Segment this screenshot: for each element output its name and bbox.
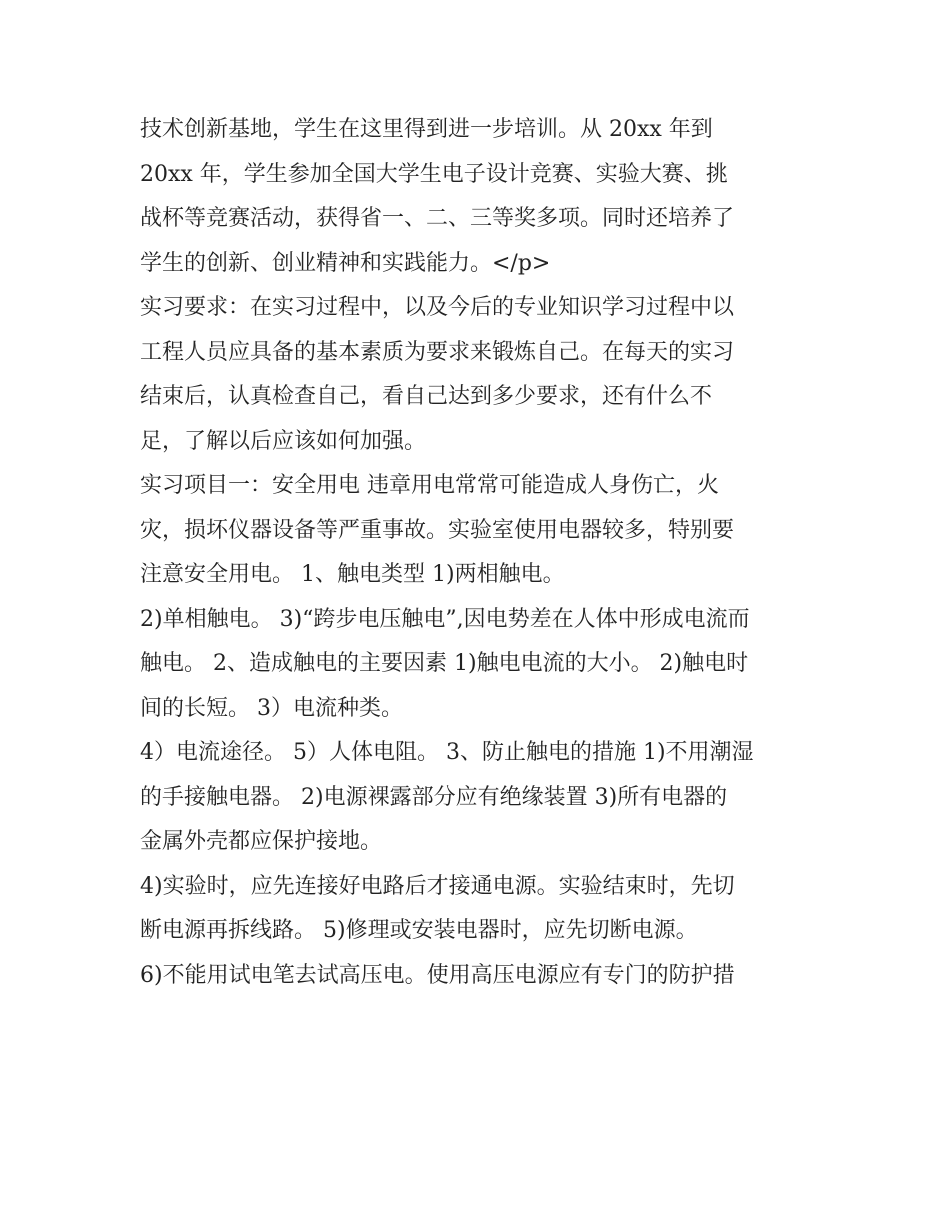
text-line: 工程人员应具备的基本素质为要求来锻炼自己。在每天的实习 — [140, 339, 735, 365]
text-line: 金属外壳都应保护接地。 — [140, 829, 383, 854]
text-line: 学生的创新、创业精神和实践能力。</p> — [140, 250, 551, 276]
text-line: 技术创新基地，学生在这里得到进一步培训。从 20xx 年到 — [140, 117, 713, 142]
text-line: 触电。 2、造成触电的主要因素 1)触电电流的大小。 2)触电时 — [140, 651, 749, 676]
text-line: 结束后，认真检查自己，看自己达到多少要求，还有什么不 — [140, 384, 713, 409]
text-line: 实习项目一：安全用电 违章用电常常可能造成人身伤亡，火 — [140, 473, 719, 498]
text-line: 2)单相触电。 3)“跨步电压触电”,因电势差在人体中形成电流而 — [140, 606, 750, 632]
text-line: 断电源再拆线路。 5)修理或安装电器时，应先切断电源。 — [140, 918, 698, 943]
text-line: 4）电流途径。 5）人体电阻。 3、防止触电的措施 1)不用潮湿 — [140, 740, 754, 765]
document-body — [140, 108, 812, 998]
text-line: 20xx 年，学生参加全国大学生电子设计竞赛、实验大赛、挑 — [140, 161, 728, 187]
text-line: 注意安全用电。 1、触电类型 1)两相触电。 — [140, 562, 565, 587]
text-line: 实习要求：在实习过程中，以及今后的专业知识学习过程中以 — [140, 295, 735, 320]
text-line: 6)不能用试电笔去试高压电。使用高压电源应有专门的防护措 — [140, 962, 735, 988]
text-line: 战杯等竞赛活动，获得省一、二、三等奖多项。同时还培养了 — [140, 206, 735, 231]
text-line: 4)实验时，应先连接好电路后才接通电源。实验结束时，先切 — [140, 873, 735, 899]
text-line: 灾，损坏仪器设备等严重事故。实验室使用电器较多，特别要 — [140, 517, 735, 543]
text-line: 的手接触电器。 2)电源裸露部分应有绝缘装置 3)所有电器的 — [140, 784, 728, 810]
text-line: 间的长短。 3）电流种类。 — [140, 695, 403, 721]
text-line: 足，了解以后应该如何加强。 — [140, 428, 427, 454]
